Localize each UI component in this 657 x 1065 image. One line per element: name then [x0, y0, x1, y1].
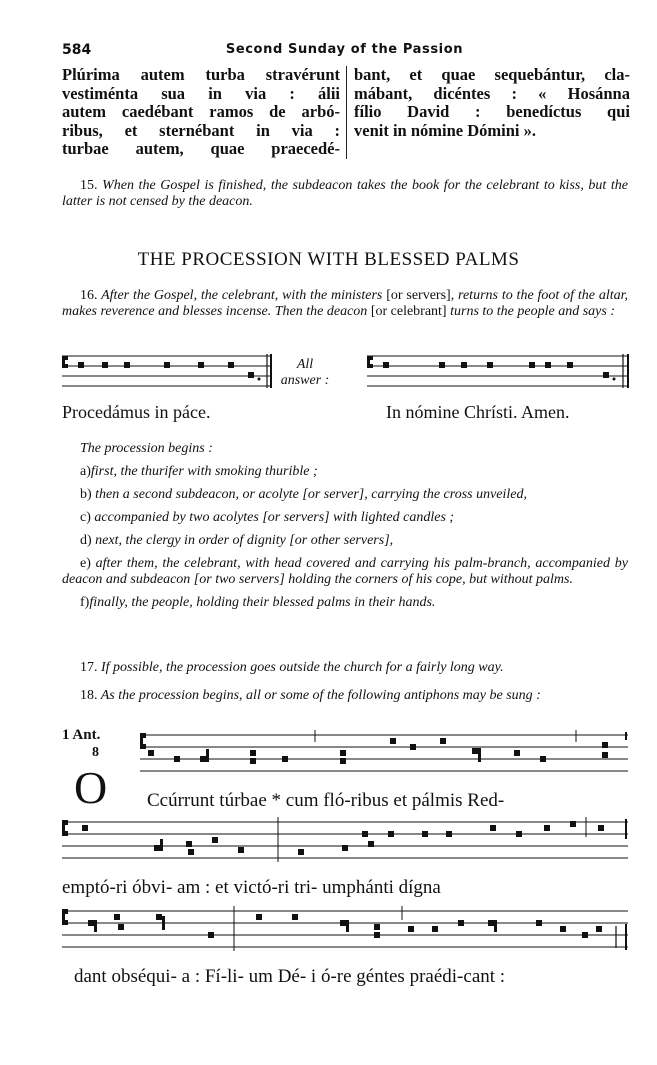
- page-number: 584: [62, 42, 92, 58]
- procession-item: a)first, the thurifer with smoking thurible ;: [80, 464, 318, 479]
- response-text: In nómine Chrísti. Amen.: [386, 402, 570, 422]
- running-header: [62, 42, 627, 62]
- procession-item: d) next, the clergy in order of dignity [or other servers],: [80, 533, 394, 548]
- rubric-text: If possible, the procession goes outside the church for a fairly long way.: [101, 660, 504, 675]
- latin-gospel-columns: [62, 66, 630, 159]
- versicle-text: Procedámus in páce.: [62, 402, 211, 422]
- antiphon-mode: 8: [92, 745, 99, 760]
- procession-intro: The procession begins :: [80, 441, 213, 456]
- chant-staff-1: [140, 730, 630, 780]
- procession-item: e) after them, the celebrant, with head covered and carrying his palm-branch, accompanied by deacon and subdeacon [or two servers] holding the corners of his cope, but without palms.: [62, 556, 628, 587]
- antiphon-label: 1 Ant.: [62, 727, 101, 743]
- running-title: Second Sunday of the Passion: [225, 42, 464, 57]
- answer-label-line: All: [296, 357, 314, 372]
- chant-text-line-2: emptó-ri óbvi- am : et victó-ri tri- umphánti dígna: [62, 877, 441, 898]
- rubric-text: As the procession begins, all or some of the following antiphons may be sung :: [100, 688, 541, 703]
- text-line: ribus, et sternébant in via :: [62, 120, 340, 140]
- chant-text-line-3: dant obséqui- a : Fí-li- um Dé- i ó-re géntes praédi-cant :: [74, 966, 506, 987]
- chant-initial: O: [74, 762, 108, 813]
- text-line: bant, et quae sequebántur, cla-: [354, 65, 630, 84]
- response-staff: [367, 352, 631, 396]
- rubric-text: , returns to the foot of the altar, makes reverence and blesses incense. Then the deacon: [62, 288, 629, 319]
- rubric-text: When the Gospel is finished, the subdeacon takes the book for the celebrant to kiss, but the latter is not censed by the deacon.: [62, 178, 628, 209]
- procession-item: b) then a second subdeacon, or acolyte [or server], carrying the cross unveiled,: [80, 487, 528, 502]
- rubric-16: [62, 288, 628, 320]
- procession-item: c) accompanied by two acolytes [or servers] with lighted candles ;: [80, 510, 455, 525]
- text-line: autem caedébant ramos de arbó-: [62, 102, 340, 122]
- answer-label-line: answer :: [280, 373, 330, 388]
- versicle-staff: [62, 352, 274, 396]
- text-line: turbae autem, quae praecedé-: [62, 139, 340, 159]
- procession-order: [62, 441, 628, 618]
- chant-staff-2: [62, 817, 630, 867]
- rubric-number: 15.: [80, 178, 98, 193]
- rubric-15: [62, 178, 628, 210]
- chant-staff-3: [62, 906, 630, 958]
- text-line: Plúrima autem turba stravérunt: [62, 65, 340, 84]
- chant-text-line-1: Ccúrrunt túrbae * cum fló-ribus et pálmis Red-: [147, 790, 505, 811]
- text-line: vestiménta sua in via : álii: [62, 83, 340, 103]
- answer-label: [270, 357, 340, 389]
- latin-column-right: [347, 66, 630, 159]
- rubric-18: [62, 688, 628, 704]
- rubric-text: After the Gospel, the celebrant, with the ministers: [101, 288, 387, 303]
- rubric-17: [62, 660, 628, 676]
- section-title: THE PROCESSION WITH BLESSED PALMS: [137, 249, 520, 270]
- rubric-number: 18.: [80, 688, 98, 703]
- bracket-note: [or celebrant]: [370, 303, 447, 319]
- rubric-text: turns to the people and says :: [446, 303, 615, 319]
- procession-item: f)finally, the people, holding their blessed palms in their hands.: [80, 595, 436, 610]
- text-line: mábant, dicéntes : « Hosánna: [354, 83, 630, 103]
- latin-column-left: [62, 66, 347, 159]
- bracket-note: [or servers]: [386, 288, 451, 303]
- rubric-number: 16.: [80, 288, 98, 303]
- rubric-number: 17.: [80, 660, 98, 675]
- text-line: fílio David : benedíctus qui: [354, 102, 630, 122]
- text-line: venit in nómine Dómini ».: [354, 120, 536, 140]
